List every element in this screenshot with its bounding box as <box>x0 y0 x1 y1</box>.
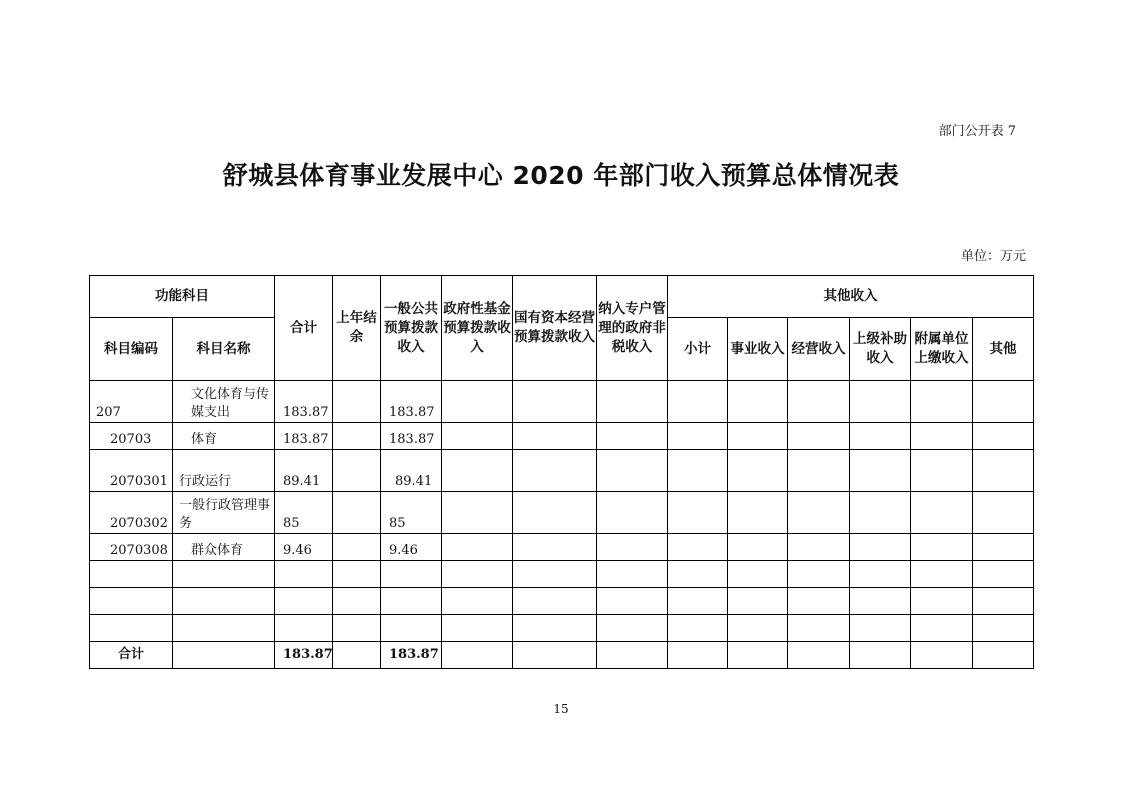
header-functional-subject: 功能科目 <box>90 276 275 318</box>
header-special-account-nontax: 纳入专户管理的政府非税收入 <box>597 276 668 381</box>
page-number: 15 <box>553 702 569 716</box>
prior-balance-cell <box>333 492 381 534</box>
subject-name-cell: 文化体育与传媒支出 <box>173 381 275 423</box>
header-total: 合计 <box>275 276 333 381</box>
header-general-public-budget: 一般公共预算拨款收入 <box>381 276 442 381</box>
table-label: 部门公开表 7 <box>938 124 1016 139</box>
prior-balance-cell <box>333 450 381 492</box>
general-budget-cell: 183.87 <box>381 423 442 450</box>
header-affiliated-remit: 附属单位上缴收入 <box>911 318 973 381</box>
header-subject-code: 科目编码 <box>90 318 173 381</box>
total-row-total: 183.87 <box>275 642 333 669</box>
empty-row <box>90 588 1034 615</box>
total-cell: 9.46 <box>275 534 333 561</box>
total-cell: 85 <box>275 492 333 534</box>
header-other-income: 其他收入 <box>668 276 1034 318</box>
header-operating-income: 经营收入 <box>788 318 850 381</box>
document-title: 舒城县体育事业发展中心 2020 年部门收入预算总体情况表 <box>222 161 900 190</box>
prior-balance-cell <box>333 381 381 423</box>
subject-code-cell: 2070301 <box>90 450 173 492</box>
header-state-capital-budget: 国有资本经营预算拨款收入 <box>513 276 597 381</box>
budget-table <box>89 275 1034 669</box>
total-cell: 89.41 <box>275 450 333 492</box>
table-row <box>90 381 1034 423</box>
prior-balance-cell <box>333 534 381 561</box>
subject-code-cell: 2070308 <box>90 534 173 561</box>
general-budget-cell: 9.46 <box>381 534 442 561</box>
prior-balance-cell <box>333 423 381 450</box>
header-gov-fund-budget: 政府性基金预算拨款收入 <box>442 276 513 381</box>
header-business-income: 事业收入 <box>728 318 788 381</box>
empty-row <box>90 561 1034 588</box>
subject-name-cell: 一般行政管理事务 <box>173 492 275 534</box>
table-row <box>90 423 1034 450</box>
total-row-label: 合计 <box>90 642 173 669</box>
table-row <box>90 534 1034 561</box>
general-budget-cell: 89.41 <box>381 450 442 492</box>
subject-code-cell: 207 <box>90 381 173 423</box>
total-row <box>90 642 1034 669</box>
header-row-1 <box>90 276 1034 318</box>
header-other: 其他 <box>973 318 1034 381</box>
subject-name-cell: 群众体育 <box>173 534 275 561</box>
subject-name-cell: 体育 <box>173 423 275 450</box>
header-higher-subsidy: 上级补助收入 <box>850 318 911 381</box>
unit-label: 单位：万元 <box>960 249 1026 264</box>
empty-row <box>90 615 1034 642</box>
total-cell: 183.87 <box>275 423 333 450</box>
header-prior-balance: 上年结余 <box>333 276 381 381</box>
table-row <box>90 492 1034 534</box>
header-subtotal: 小计 <box>668 318 728 381</box>
subject-code-cell: 2070302 <box>90 492 173 534</box>
subject-name-cell: 行政运行 <box>173 450 275 492</box>
subject-code-cell: 20703 <box>90 423 173 450</box>
total-cell: 183.87 <box>275 381 333 423</box>
header-subject-name: 科目名称 <box>173 318 275 381</box>
general-budget-cell: 183.87 <box>381 381 442 423</box>
general-budget-cell: 85 <box>381 492 442 534</box>
table-row <box>90 450 1034 492</box>
total-row-general-budget: 183.87 <box>381 642 442 669</box>
